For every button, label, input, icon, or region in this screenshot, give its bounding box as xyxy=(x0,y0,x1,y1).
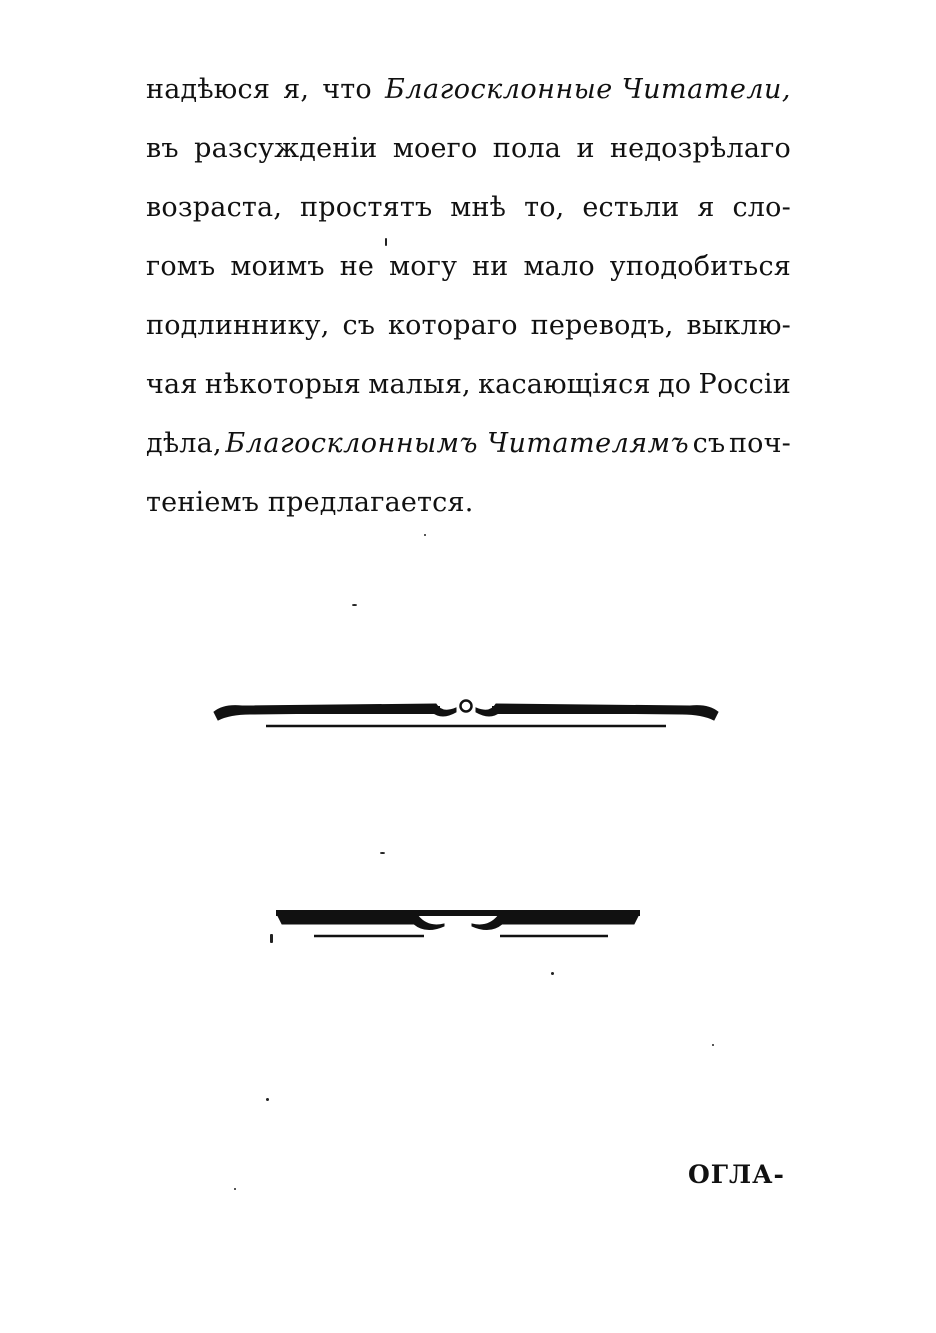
ink-speck xyxy=(712,1044,714,1046)
text-word: Благосклонные Читатели, xyxy=(384,74,791,105)
text-word: моего xyxy=(392,133,478,164)
text-word: нѣкоторыя xyxy=(204,369,362,400)
text-word: моимъ xyxy=(230,251,325,282)
text-word: естьли xyxy=(582,192,680,223)
text-word: я, xyxy=(283,74,310,105)
text-word: недозрѣлаго xyxy=(609,133,791,164)
text-word: надѣюся xyxy=(146,74,271,105)
text-word: я xyxy=(697,192,715,223)
ornament-divider-bottom xyxy=(268,904,648,948)
text-word: теніемъ предлагается. xyxy=(146,487,474,518)
text-line xyxy=(146,129,791,169)
text-line xyxy=(146,70,791,110)
text-word: могу xyxy=(389,251,458,282)
text-word: мало xyxy=(523,251,595,282)
text-word: мнѣ xyxy=(450,192,507,223)
text-line xyxy=(146,188,791,228)
text-word: Россіи xyxy=(698,369,791,400)
text-line xyxy=(146,306,791,346)
text-word: дѣла, xyxy=(146,428,222,459)
text-word: возраста, xyxy=(146,192,283,223)
text-word: переводъ, xyxy=(530,310,674,341)
text-word: не xyxy=(339,251,375,282)
ink-speck xyxy=(551,972,554,975)
text-line xyxy=(146,365,791,405)
text-word: котораго xyxy=(388,310,518,341)
text-word: въ xyxy=(146,133,179,164)
text-word: уподобиться xyxy=(609,251,791,282)
text-word: то, xyxy=(524,192,565,223)
text-word: и xyxy=(576,133,595,164)
ink-speck xyxy=(234,1188,236,1190)
text-word: выклю- xyxy=(686,310,791,341)
text-line xyxy=(146,247,791,287)
text-word: до xyxy=(657,369,692,400)
text-word: ни xyxy=(472,251,509,282)
text-word: касающіяся xyxy=(478,369,651,400)
text-word: малыя, xyxy=(368,369,471,400)
text-word: Благосклоннымъ Читателямъ xyxy=(225,428,690,459)
ink-speck xyxy=(352,604,357,606)
catchword: ОГЛА- xyxy=(688,1160,785,1189)
text-word: простятъ xyxy=(300,192,433,223)
text-word: поч- xyxy=(728,428,791,459)
ornament-divider-top xyxy=(210,690,722,738)
text-word: гомъ xyxy=(146,251,216,282)
ink-speck xyxy=(385,238,387,246)
text-word: съ xyxy=(692,428,726,459)
text-word: пола xyxy=(492,133,562,164)
text-word: съ xyxy=(342,310,376,341)
text-word: что xyxy=(322,74,372,105)
ink-speck xyxy=(424,534,426,536)
text-word: сло- xyxy=(732,192,791,223)
text-line xyxy=(146,483,791,523)
text-line xyxy=(146,424,791,464)
ink-speck xyxy=(380,852,385,854)
ink-speck xyxy=(270,934,273,943)
text-word: подлиннику, xyxy=(146,310,330,341)
text-word: разсужденіи xyxy=(194,133,378,164)
ink-speck xyxy=(266,1098,269,1101)
text-word: чая xyxy=(146,369,198,400)
